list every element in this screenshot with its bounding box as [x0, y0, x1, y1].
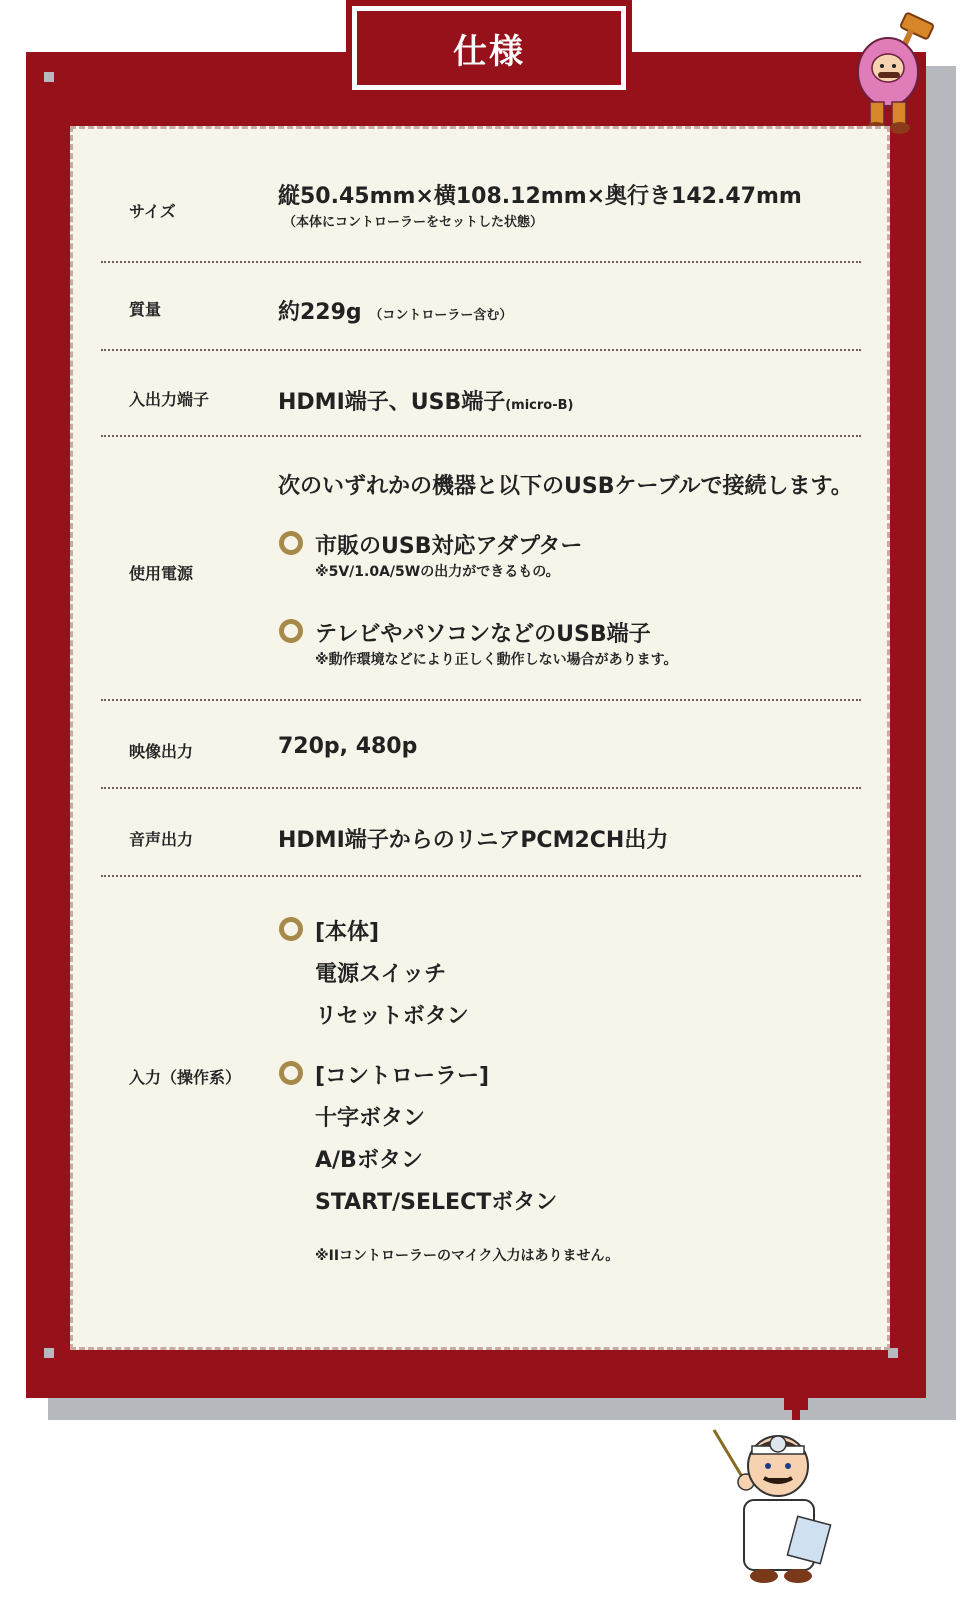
input-item: 十字ボタン — [315, 1106, 426, 1131]
weight-label: 質量 — [129, 300, 162, 319]
input-item: リセットボタン — [315, 1004, 469, 1029]
row-divider — [101, 261, 861, 263]
size-label: サイズ — [129, 202, 176, 221]
input-group-heading: [本体] — [315, 920, 380, 945]
weight-note: （コントローラー含む） — [369, 308, 513, 323]
bullet-icon — [279, 917, 303, 941]
io-value — [278, 385, 573, 416]
row-divider — [101, 875, 861, 877]
input-label: 入力（操作系） — [129, 1068, 242, 1087]
input-item: 電源スイッチ — [315, 962, 447, 987]
io-note: (micro-B) — [505, 398, 574, 413]
doctor-character-icon — [706, 1420, 846, 1590]
io-ports: HDMI端子、USB端子 — [278, 390, 506, 415]
video-value: 720p, 480p — [278, 734, 418, 759]
weight-value — [278, 295, 512, 326]
corner-dot — [44, 1348, 54, 1358]
power-item-text: テレビやパソコンなどのUSB端子 — [315, 622, 651, 647]
power-item-note: ※動作環境などにより正しく動作しない場合があります。 — [315, 652, 678, 668]
row-divider — [101, 435, 861, 437]
row-divider — [101, 699, 861, 701]
power-intro: 次のいずれかの機器と以下のUSBケーブルで接続します。 — [278, 474, 853, 499]
audio-label: 音声出力 — [129, 830, 194, 849]
title-tab — [352, 6, 626, 90]
page-title: 仕様 — [453, 31, 525, 72]
input-note: ※IIコントローラーのマイク入力はありません。 — [315, 1248, 620, 1264]
row-divider — [101, 349, 861, 351]
io-label: 入出力端子 — [129, 390, 210, 409]
row-divider — [101, 787, 861, 789]
weight-amount: 約229g — [278, 300, 362, 325]
input-item: A/Bボタン — [315, 1148, 423, 1173]
video-label: 映像出力 — [129, 742, 194, 761]
corner-dot — [44, 72, 54, 82]
power-item-text: 市販のUSB対応アダプター — [315, 534, 583, 559]
size-value: 縦50.45mm×横108.12mm×奥行き142.47mm — [278, 184, 802, 209]
frame-pointer — [784, 1396, 808, 1410]
size-note: （本体にコントローラーをセットした状態） — [283, 215, 544, 230]
input-item: START/SELECTボタン — [315, 1190, 558, 1215]
audio-value: HDMI端子からのリニアPCM2CH出力 — [278, 828, 669, 853]
bullet-icon — [279, 531, 303, 555]
power-item-note: ※5V/1.0A/5Wの出力ができるもの。 — [315, 564, 560, 580]
spec-panel — [70, 126, 890, 1350]
frame-pointer-tip — [792, 1410, 800, 1420]
input-group-heading: [コントローラー] — [315, 1064, 490, 1089]
power-label: 使用電源 — [129, 564, 194, 583]
bullet-icon — [279, 619, 303, 643]
bullet-icon — [279, 1061, 303, 1085]
